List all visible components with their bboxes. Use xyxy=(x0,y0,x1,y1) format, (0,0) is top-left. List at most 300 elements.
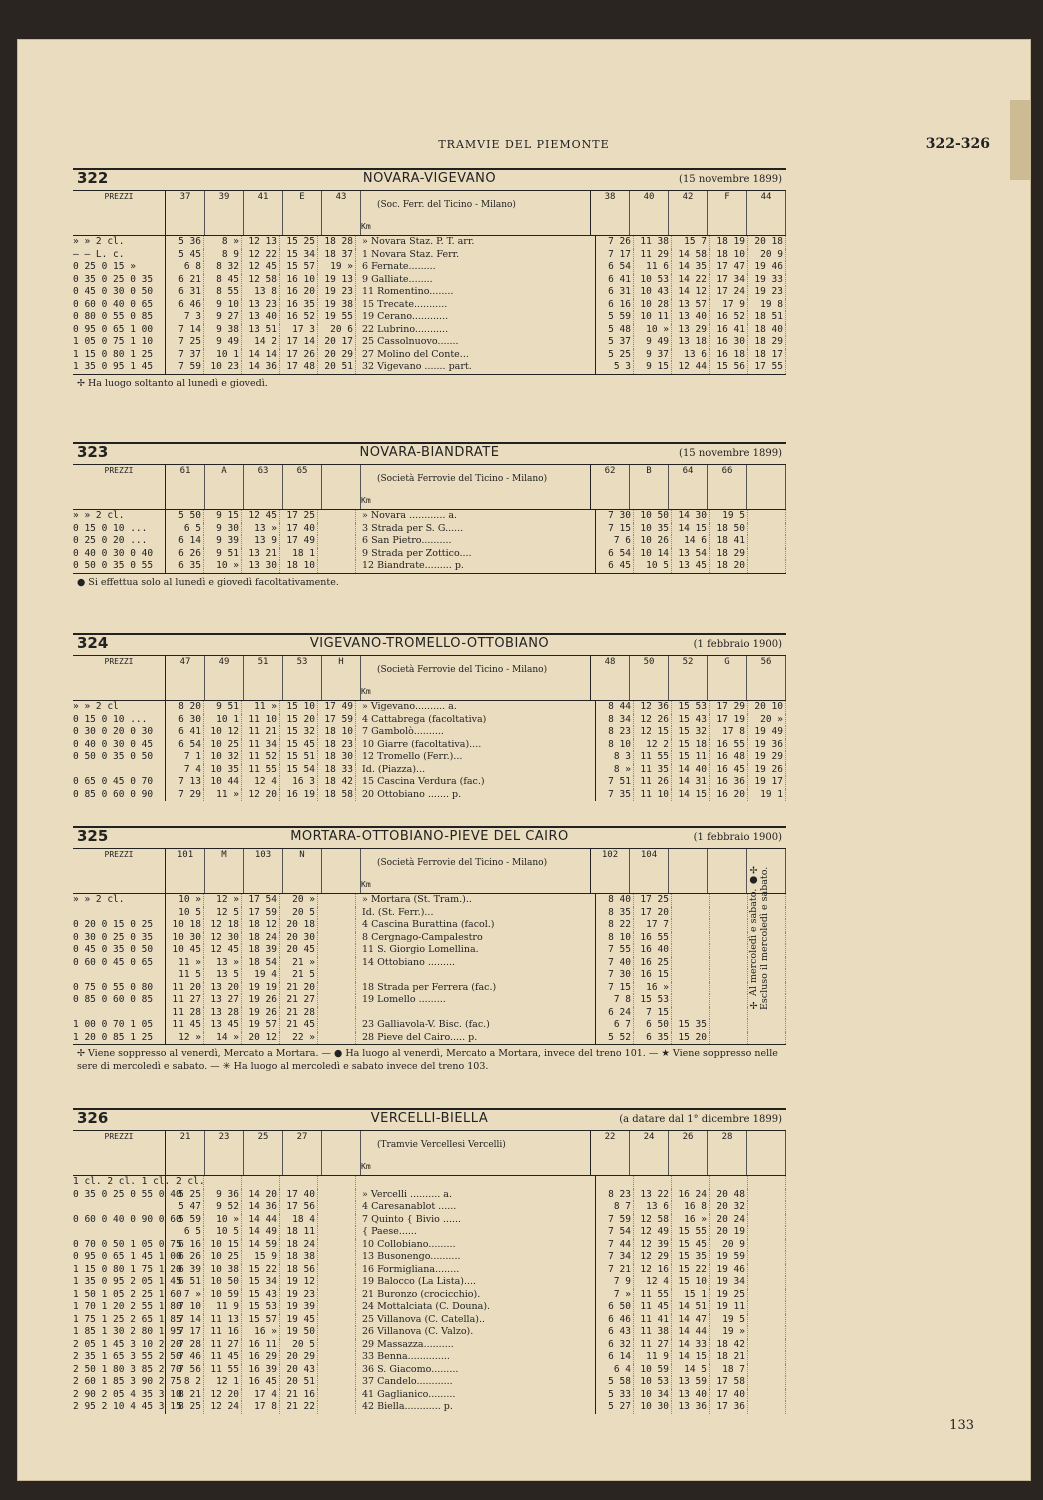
time-cell: 8 » xyxy=(596,764,634,777)
time-cell: 20 29 xyxy=(318,349,356,362)
train-number: B xyxy=(630,465,669,509)
time-cell: 19 50 xyxy=(280,1326,318,1339)
table-row xyxy=(73,957,786,970)
time-cell: 18 17 xyxy=(748,349,786,362)
running-head-title: TRAMVIE DEL PIEMONTE xyxy=(438,138,610,151)
station-cell: 10 Giarre (facoltativa).... xyxy=(356,739,596,752)
time-cell: 6 24 xyxy=(596,1007,634,1020)
table-row xyxy=(73,1276,786,1289)
time-cell: 18 10 xyxy=(280,560,318,573)
table-row xyxy=(73,1251,786,1264)
station-cell xyxy=(356,1007,596,1020)
time-cell: 15 22 xyxy=(242,1264,280,1277)
time-cell: 11 26 xyxy=(634,776,672,789)
time-cell: 17 49 xyxy=(280,535,318,548)
table-row xyxy=(73,1201,786,1214)
timetable-323 xyxy=(73,442,786,591)
time-cell: 14 14 xyxy=(242,349,280,362)
time-cell: 16 39 xyxy=(242,1364,280,1377)
time-cell xyxy=(748,535,786,548)
price-cell: 2 05 1 45 3 10 2 20 xyxy=(73,1338,182,1350)
table-row xyxy=(73,919,786,932)
time-cell: 7 34 xyxy=(596,1251,634,1264)
time-cell: 16 55 xyxy=(710,739,748,752)
time-cell: 6 4 xyxy=(596,1364,634,1377)
section-note: ✢ Ha luogo soltanto al lunedì e giovedì. xyxy=(73,374,786,392)
time-cell: 16 15 xyxy=(634,969,672,982)
train-number: 101 xyxy=(166,849,205,893)
time-cell: 13 27 xyxy=(204,994,242,1007)
time-cell xyxy=(748,1401,786,1414)
time-cell: 11 9 xyxy=(634,1351,672,1364)
time-cell: 18 12 xyxy=(242,919,280,932)
time-cell: 13 23 xyxy=(242,299,280,312)
section-number: 324 xyxy=(77,634,109,652)
price-cell: — — L. c. xyxy=(73,249,166,262)
time-cell: 9 10 xyxy=(204,299,242,312)
time-cell: 13 28 xyxy=(204,1007,242,1020)
section-name: NOVARA-BIANDRATE xyxy=(359,445,500,460)
time-cell: 14 36 xyxy=(242,361,280,374)
time-cell: 7 40 xyxy=(596,957,634,970)
time-cell: 8 55 xyxy=(204,286,242,299)
time-cell: 21 28 xyxy=(280,1007,318,1020)
section-note: ● Si effettua solo al lunedì e giovedì facoltativamente. xyxy=(73,573,786,591)
time-cell: 14 15 xyxy=(672,523,710,536)
table-row xyxy=(73,789,786,802)
time-cell: 6 16 xyxy=(596,299,634,312)
time-cell: 8 10 xyxy=(596,739,634,752)
time-cell xyxy=(710,982,748,995)
time-cell: 15 20 xyxy=(672,1032,710,1045)
table-row xyxy=(73,726,786,739)
station-cell: » Novara Staz. P. T. arr. xyxy=(356,236,596,249)
km-label: Km xyxy=(361,879,371,889)
train-number xyxy=(322,849,361,893)
time-cell: 14 30 xyxy=(672,510,710,523)
table-row xyxy=(73,249,786,262)
time-cell: 14 58 xyxy=(672,249,710,262)
time-cell: 12 16 xyxy=(634,1264,672,1277)
time-cell: 13 40 xyxy=(242,311,280,324)
section-number: 326 xyxy=(77,1109,109,1127)
table-row xyxy=(73,510,786,523)
time-cell: 17 8 xyxy=(242,1401,280,1414)
price-cell xyxy=(73,1007,166,1020)
time-cell: 11 21 xyxy=(242,726,280,739)
time-cell xyxy=(280,1176,318,1189)
time-cell: 17 40 xyxy=(710,1389,748,1402)
train-number: 47 xyxy=(166,656,205,700)
time-cell: 12 29 xyxy=(634,1251,672,1264)
time-cell: 15 9 xyxy=(242,1251,280,1264)
time-cell: 9 36 xyxy=(204,1189,242,1202)
table-row xyxy=(73,349,786,362)
time-cell: 6 5 xyxy=(166,523,204,536)
time-cell: 10 50 xyxy=(634,510,672,523)
price-cell: » » 2 cl. xyxy=(73,510,166,523)
time-cell: 21 22 xyxy=(280,1401,318,1414)
time-cell: 14 15 xyxy=(672,789,710,802)
time-cell xyxy=(242,1176,280,1189)
price-cell: 0 85 0 60 0 85 xyxy=(73,994,166,1007)
time-cell: 6 45 xyxy=(596,560,634,573)
time-cell: 19 23 xyxy=(280,1289,318,1302)
time-cell xyxy=(710,994,748,1007)
time-cell: 19 12 xyxy=(280,1276,318,1289)
train-number: 41 xyxy=(244,191,283,235)
time-cell xyxy=(710,1019,748,1032)
price-cell xyxy=(73,907,166,920)
time-cell: 14 35 xyxy=(672,261,710,274)
time-cell: 14 36 xyxy=(242,1201,280,1214)
time-cell: 19 » xyxy=(710,1326,748,1339)
station-cell: » Novara ............ a. xyxy=(356,510,596,523)
table-row xyxy=(73,336,786,349)
train-number xyxy=(747,465,786,509)
time-cell: 21 » xyxy=(280,957,318,970)
time-cell: 12 18 xyxy=(204,919,242,932)
station-cell: 7 Quinto { Bivio ...... xyxy=(356,1214,596,1227)
time-cell xyxy=(748,1339,786,1352)
time-cell xyxy=(318,548,356,561)
price-cell: 0 20 0 15 0 25 xyxy=(73,919,166,932)
time-cell: 14 44 xyxy=(672,1326,710,1339)
time-cell: 13 57 xyxy=(672,299,710,312)
time-cell: 11 34 xyxy=(242,739,280,752)
price-cell: 2 35 1 65 3 55 2 50 xyxy=(73,1351,182,1362)
station-cell: 13 Busonengo.......... xyxy=(356,1251,596,1264)
time-cell: 8 3 xyxy=(596,751,634,764)
station-cell: 4 Caresanablot ...... xyxy=(356,1201,596,1214)
time-cell: 19 23 xyxy=(748,286,786,299)
price-cell: 0 50 0 35 0 55 xyxy=(73,560,166,573)
time-cell: 15 34 xyxy=(280,249,318,262)
time-cell xyxy=(710,1032,748,1045)
time-cell: 20 » xyxy=(748,714,786,727)
time-cell: 18 10 xyxy=(710,249,748,262)
price-cell: 2 90 2 05 4 35 3 10 xyxy=(73,1388,182,1400)
time-cell: 7 1 xyxy=(166,751,204,764)
time-cell xyxy=(748,1019,786,1032)
time-cell: 11 55 xyxy=(204,1364,242,1377)
prices-header: PREZZI xyxy=(73,465,166,509)
time-cell: 20 5 xyxy=(280,1339,318,1352)
table-row xyxy=(73,714,786,727)
time-cell: 18 30 xyxy=(318,751,356,764)
time-cell: 9 49 xyxy=(634,336,672,349)
time-cell: 6 35 xyxy=(634,1032,672,1045)
time-cell: 16 48 xyxy=(710,751,748,764)
station-cell: 22 Lubrino........... xyxy=(356,324,596,337)
time-cell: 12 1 xyxy=(204,1376,242,1389)
station-cell: 36 S. Giacomo......... xyxy=(356,1364,596,1377)
price-cell xyxy=(73,969,166,982)
company-name: (Società Ferrovie del Ticino - Milano) xyxy=(377,858,548,868)
price-cell: 1 20 0 85 1 25 xyxy=(73,1032,166,1045)
time-cell: 15 53 xyxy=(672,701,710,714)
price-cell: 0 30 0 25 0 35 xyxy=(73,932,166,945)
time-cell: 8 23 xyxy=(596,1189,634,1202)
time-cell: 10 5 xyxy=(166,907,204,920)
time-cell: 15 55 xyxy=(672,1226,710,1239)
timetable-325 xyxy=(73,826,786,1075)
time-cell xyxy=(318,1007,356,1020)
time-cell xyxy=(748,1389,786,1402)
time-cell: 15 54 xyxy=(280,764,318,777)
time-cell: 19 23 xyxy=(318,286,356,299)
time-cell xyxy=(748,1032,786,1045)
time-cell: 12 20 xyxy=(204,1389,242,1402)
time-cell xyxy=(318,944,356,957)
time-cell xyxy=(318,510,356,523)
time-cell xyxy=(318,1226,356,1239)
time-cell xyxy=(672,894,710,907)
table-row xyxy=(73,751,786,764)
time-cell: 6 54 xyxy=(596,261,634,274)
time-cell xyxy=(318,523,356,536)
train-number: 56 xyxy=(747,656,786,700)
time-cell xyxy=(710,907,748,920)
time-cell xyxy=(318,994,356,1007)
section-number: 322 xyxy=(77,169,109,187)
station-cell: { Paese...... xyxy=(356,1226,596,1239)
train-number: 65 xyxy=(283,465,322,509)
running-head xyxy=(58,138,990,154)
km-label: Km xyxy=(361,1161,371,1171)
time-cell: 13 8 xyxy=(242,286,280,299)
time-cell: 15 1 xyxy=(672,1289,710,1302)
time-cell: 9 39 xyxy=(204,535,242,548)
table-row xyxy=(73,236,786,249)
time-cell: 10 » xyxy=(204,1214,242,1227)
time-cell: 10 50 xyxy=(204,1276,242,1289)
time-cell: 21 20 xyxy=(280,982,318,995)
time-cell: 16 52 xyxy=(280,311,318,324)
section-header xyxy=(73,826,786,849)
time-cell: 9 38 xyxy=(204,324,242,337)
time-cell: 10 53 xyxy=(634,1376,672,1389)
time-cell: 7 59 xyxy=(596,1214,634,1227)
time-cell: 11 45 xyxy=(166,1019,204,1032)
time-cell xyxy=(318,1276,356,1289)
time-cell xyxy=(748,560,786,573)
time-cell: 19 4 xyxy=(242,969,280,982)
time-cell: 11 55 xyxy=(242,764,280,777)
time-cell: 18 20 xyxy=(710,560,748,573)
section-header xyxy=(73,168,786,191)
time-cell: 7 13 xyxy=(166,776,204,789)
train-number: N xyxy=(283,849,322,893)
time-cell: 19 59 xyxy=(710,1251,748,1264)
train-number: 61 xyxy=(166,465,205,509)
train-number: 49 xyxy=(205,656,244,700)
time-cell: 17 25 xyxy=(280,510,318,523)
time-cell: 14 44 xyxy=(242,1214,280,1227)
time-cell: 5 50 xyxy=(166,510,204,523)
time-cell: 15 51 xyxy=(280,751,318,764)
price-cell: 1 05 0 75 1 10 xyxy=(73,336,166,349)
time-cell xyxy=(672,982,710,995)
table-row xyxy=(73,982,786,995)
time-cell xyxy=(318,1239,356,1252)
table-row xyxy=(73,548,786,561)
time-cell: 19 25 xyxy=(710,1289,748,1302)
time-cell xyxy=(318,1314,356,1327)
price-cell: 0 70 0 50 1 05 0 75 xyxy=(73,1238,182,1250)
time-cell: 13 22 xyxy=(634,1189,672,1202)
time-cell: 13 59 xyxy=(672,1376,710,1389)
time-cell: 5 25 xyxy=(166,1189,204,1202)
time-cell: 16 30 xyxy=(710,336,748,349)
time-cell xyxy=(748,1301,786,1314)
station-cell: 32 Vigevano ....... part. xyxy=(356,361,596,374)
time-cell: 6 26 xyxy=(166,1251,204,1264)
table-row xyxy=(73,894,786,907)
time-cell: 10 34 xyxy=(634,1389,672,1402)
time-cell xyxy=(748,1201,786,1214)
time-cell: 17 59 xyxy=(242,907,280,920)
table-row xyxy=(73,739,786,752)
time-cell: 11 » xyxy=(204,789,242,802)
time-cell: 8 7 xyxy=(596,1201,634,1214)
time-cell: 5 33 xyxy=(596,1389,634,1402)
station-cell: 6 San Pietro.......... xyxy=(356,535,596,548)
company-name: (Tramvie Vercellesi Vercelli) xyxy=(377,1140,506,1150)
time-cell: 15 57 xyxy=(242,1314,280,1327)
time-cell: 11 38 xyxy=(634,236,672,249)
time-cell: 7 35 xyxy=(596,789,634,802)
time-cell: 5 59 xyxy=(166,1214,204,1227)
time-cell: 19 26 xyxy=(242,1007,280,1020)
time-cell: 14 47 xyxy=(672,1314,710,1327)
time-cell: 10 43 xyxy=(634,286,672,299)
price-cell: 1 15 0 80 1 75 1 20 xyxy=(73,1263,182,1275)
time-cell: 16 24 xyxy=(672,1189,710,1202)
time-cell: 10 59 xyxy=(204,1289,242,1302)
station-cell: 6 Fernate......... xyxy=(356,261,596,274)
time-cell: 11 29 xyxy=(634,249,672,262)
time-cell: 12 13 xyxy=(242,236,280,249)
price-cell: 0 75 0 55 0 80 xyxy=(73,982,166,995)
time-cell: 6 35 xyxy=(166,560,204,573)
time-cell: 19 39 xyxy=(280,1301,318,1314)
time-cell: 15 43 xyxy=(672,714,710,727)
time-cell: 13 21 xyxy=(242,548,280,561)
time-cell: 9 51 xyxy=(204,548,242,561)
table-row xyxy=(73,1176,786,1189)
time-cell: 12 45 xyxy=(242,261,280,274)
time-cell: 16 19 xyxy=(280,789,318,802)
time-cell: 18 21 xyxy=(710,1351,748,1364)
prices-header: PREZZI xyxy=(73,656,166,700)
time-cell: 16 10 xyxy=(280,274,318,287)
time-cell: 11 » xyxy=(242,701,280,714)
time-cell: 7 17 xyxy=(166,1326,204,1339)
time-cell: 19 55 xyxy=(318,311,356,324)
price-cell: » » 2 cl. xyxy=(73,894,166,907)
time-cell: 18 37 xyxy=(318,249,356,262)
section-header xyxy=(73,442,786,465)
time-cell xyxy=(672,1176,710,1189)
time-cell: 7 37 xyxy=(166,349,204,362)
column-header xyxy=(73,1131,786,1176)
time-cell xyxy=(710,1007,748,1020)
time-cell xyxy=(748,1376,786,1389)
train-number: M xyxy=(205,849,244,893)
time-cell: 11 52 xyxy=(242,751,280,764)
time-cell: 18 1 xyxy=(280,548,318,561)
time-cell xyxy=(318,1264,356,1277)
table-row xyxy=(73,1301,786,1314)
time-cell: 7 14 xyxy=(166,324,204,337)
running-head-pages: 322-326 xyxy=(925,136,990,152)
time-cell: 9 30 xyxy=(204,523,242,536)
time-cell xyxy=(710,944,748,957)
time-cell: 13 54 xyxy=(672,548,710,561)
train-number: A xyxy=(205,465,244,509)
time-cell: 18 28 xyxy=(318,236,356,249)
train-number: 22 xyxy=(591,1131,630,1175)
time-cell: 13 5 xyxy=(204,969,242,982)
time-cell: 10 14 xyxy=(634,548,672,561)
time-cell: 10 1 xyxy=(204,714,242,727)
time-cell: 7 15 xyxy=(596,982,634,995)
station-cell: 41 Gaglianico......... xyxy=(356,1389,596,1402)
station-cell: 25 Villanova (C. Catella).. xyxy=(356,1314,596,1327)
page-edge xyxy=(1010,100,1030,180)
station-cell: 14 Ottobiano ......... xyxy=(356,957,596,970)
timetable-page xyxy=(18,40,1030,1480)
table-row xyxy=(73,1264,786,1277)
train-number: 102 xyxy=(591,849,630,893)
section-date: (15 novembre 1899) xyxy=(679,174,782,185)
time-cell: 16 » xyxy=(672,1214,710,1227)
time-cell: 16 45 xyxy=(242,1376,280,1389)
time-cell: 11 35 xyxy=(634,764,672,777)
time-cell: 10 30 xyxy=(634,1401,672,1414)
time-cell: 7 17 xyxy=(596,249,634,262)
station-cell: 1 Novara Staz. Ferr. xyxy=(356,249,596,262)
time-cell: 20 6 xyxy=(318,324,356,337)
time-cell: 11 27 xyxy=(204,1339,242,1352)
table-row xyxy=(73,776,786,789)
time-cell: 16 3 xyxy=(280,776,318,789)
time-cell: 11 13 xyxy=(204,1314,242,1327)
time-cell: 8 35 xyxy=(596,907,634,920)
time-cell: 15 53 xyxy=(242,1301,280,1314)
time-cell: 14 » xyxy=(204,1032,242,1045)
price-cell: 0 25 0 20 ... xyxy=(73,535,166,548)
station-cell: 26 Villanova (C. Valzo). xyxy=(356,1326,596,1339)
time-cell: 6 43 xyxy=(596,1326,634,1339)
time-cell: 10 11 xyxy=(634,311,672,324)
time-cell: 10 23 xyxy=(204,361,242,374)
time-cell: 6 32 xyxy=(596,1339,634,1352)
time-cell: 16 52 xyxy=(710,311,748,324)
time-cell: 16 » xyxy=(242,1326,280,1339)
time-cell: 15 34 xyxy=(242,1276,280,1289)
price-cell: 1 50 1 05 2 25 1 60 xyxy=(73,1288,182,1300)
time-cell xyxy=(748,1351,786,1364)
time-cell: 9 15 xyxy=(634,361,672,374)
time-cell xyxy=(748,1289,786,1302)
section-date: (a datare dal 1° dicembre 1899) xyxy=(619,1114,782,1125)
train-number: 21 xyxy=(166,1131,205,1175)
time-cell: 17 7 xyxy=(634,919,672,932)
station-cell: 9 Strada per Zottico.... xyxy=(356,548,596,561)
time-cell xyxy=(672,957,710,970)
